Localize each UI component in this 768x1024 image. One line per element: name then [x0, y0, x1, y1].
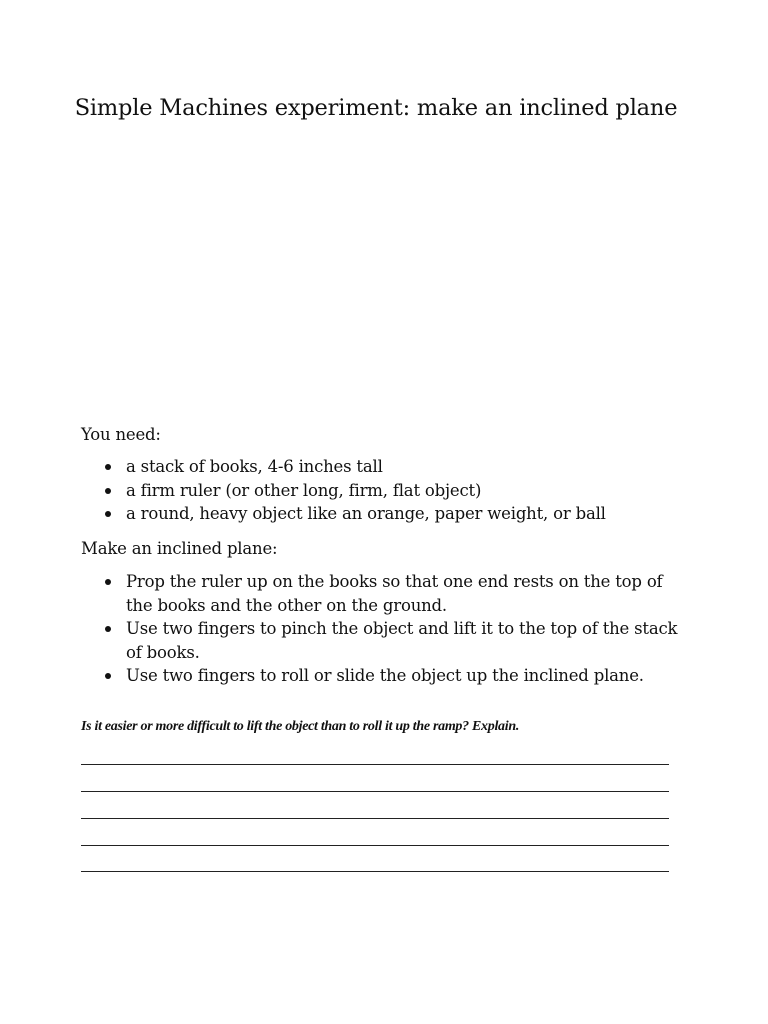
make-inclined-plane-heading: Make an inclined plane:	[81, 539, 278, 558]
list-item-text: Use two fingers to roll or slide the object up the inclined plane.	[126, 666, 644, 685]
list-item	[81, 664, 681, 688]
bullet-icon	[105, 626, 111, 632]
bullet-icon	[105, 488, 111, 494]
list-item	[81, 570, 681, 617]
answer-line[interactable]	[81, 845, 669, 846]
materials-list	[81, 455, 681, 526]
list-item-text: a round, heavy object like an orange, paper weight, or ball	[126, 504, 606, 523]
list-item	[81, 455, 681, 479]
answer-line[interactable]	[81, 764, 669, 765]
list-item	[81, 479, 681, 503]
bullet-icon	[105, 673, 111, 679]
bullet-icon	[105, 511, 111, 517]
question-text: Is it easier or more difficult to lift the object than to roll it up the ramp? Explain.	[81, 719, 520, 734]
answer-line[interactable]	[81, 871, 669, 872]
you-need-heading: You need:	[81, 425, 161, 444]
list-item-text: Use two fingers to pinch the object and lift it to the top of the stack of books.	[126, 619, 678, 662]
list-item	[81, 617, 681, 664]
list-item-text: a stack of books, 4-6 inches tall	[126, 457, 383, 476]
list-item-text: a firm ruler (or other long, firm, flat object)	[126, 480, 482, 500]
list-item	[81, 502, 681, 526]
list-item-text: Prop the ruler up on the books so that one end rests on the top of the books and the other on the ground.	[126, 572, 663, 615]
answer-line[interactable]	[81, 791, 669, 792]
answer-line[interactable]	[81, 818, 669, 819]
bullet-icon	[105, 464, 111, 470]
steps-list	[81, 570, 681, 688]
bullet-icon	[105, 579, 111, 585]
page-title: Simple Machines experiment: make an inclined plane	[74, 95, 678, 121]
